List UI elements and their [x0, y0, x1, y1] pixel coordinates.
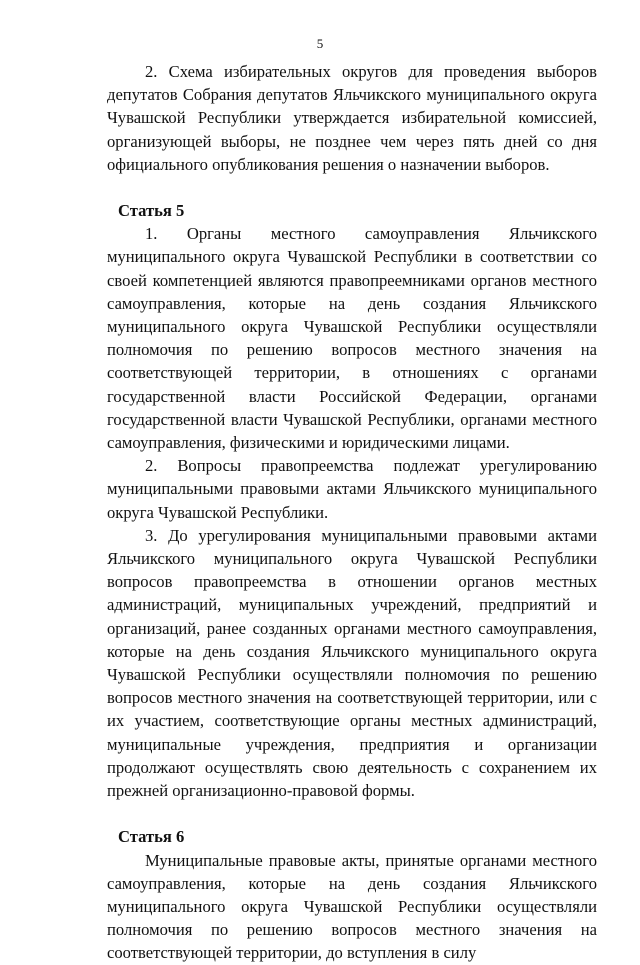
paragraph-article5-item2: 2. Вопросы правопреемства подлежат урегулированию муниципальными правовыми актами Яльчикского муниципального округа Чувашской Республики. [107, 456, 597, 522]
document-body [107, 60, 597, 965]
page-number: 5 [316, 36, 324, 51]
article-5-heading: Статья 5 [118, 201, 185, 221]
paragraph-article6: Муниципальные правовые акты, принятые органами местного самоуправления, которые на день создания Яльчикского муниципального округа Чувашской Республики осуществляли полномочия по решению вопросов местного значения на соответствующей территории, до вступления в силу [107, 850, 597, 963]
paragraph-article5-item3: 3. До урегулирования муниципальными правовыми актами Яльчикского муниципального округа Чувашской Республики вопросов правопреемства в отношении органов местных администраций, муниципальных учреждений, предприятий и организаций, ранее созданных органами местного самоуправления, которые на день создания Яльчикского муниципального округа Чувашской Республики осуществляли полномочия по решению вопросов местного значения на соответствующей территории, или с их участием, соответствующие органы местных администраций, муниципальные учреждения, предприятия и организации продолжают осуществлять свою деятельность с сохранением их прежней организационно-правовой формы. [107, 525, 597, 801]
paragraph-article4-item2: 2. Схема избирательных округов для проведения выборов депутатов Собрания депутатов Яльчикского муниципального округа Чувашской Республики утверждается избирательной комиссией, организующей выборы, не позднее чем через пять дней со дня официального опубликования решения о назначении выборов. [107, 62, 597, 174]
paragraph-article5-item1: 1. Органы местного самоуправления Яльчикского муниципального округа Чувашской Республики в соответствии со своей компетенцией являются правопреемниками органов местного самоуправления, которые на день создания Яльчикского муниципального округа Чувашской Республики осуществляли полномочия по решению вопросов местного значения на соответствующей территории, в отношениях с органами государственной власти Российской Федерации, органами государственной власти Чувашской Республики, органами местного самоуправления, физическими и юридическими лицами. [107, 224, 597, 453]
article-6-heading: Статья 6 [118, 827, 185, 847]
